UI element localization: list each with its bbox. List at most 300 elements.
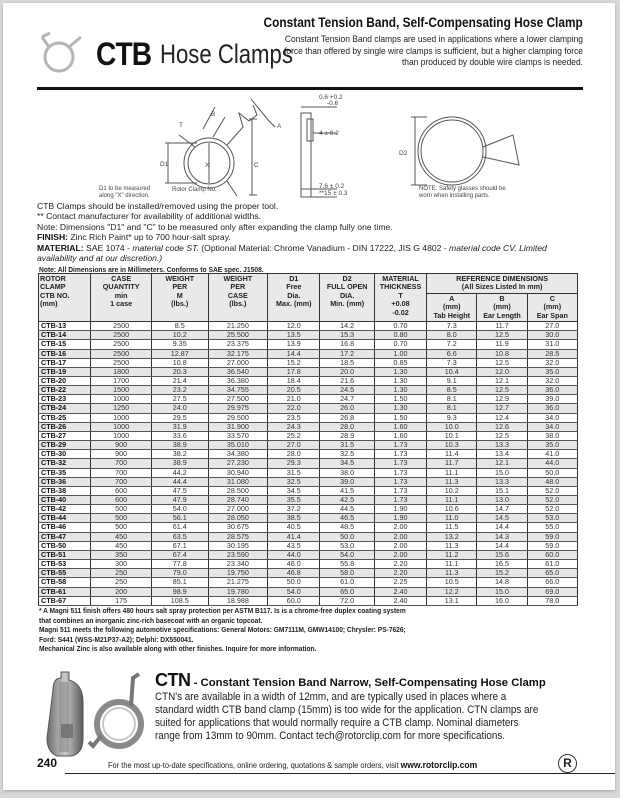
table-cell: 44.0 xyxy=(527,459,577,468)
table-cell: 35.010 xyxy=(208,441,268,450)
table-cell: 16.8 xyxy=(320,340,374,349)
table-cell: 23.5 xyxy=(268,413,320,422)
table-cell: 46.5 xyxy=(320,514,374,523)
table-cell: 65.0 xyxy=(527,569,577,578)
table-cell: 1.30 xyxy=(374,404,426,413)
table-cell: 38.0 xyxy=(527,431,577,440)
table-cell: 10.1 xyxy=(427,431,477,440)
table-cell: 33.570 xyxy=(208,431,268,440)
table-cell: 58.0 xyxy=(320,569,374,578)
table-cell: 1.90 xyxy=(374,514,426,523)
col-weight-per-m: WEIGHT PER M (lbs.) xyxy=(152,274,209,322)
clamp-number-cell: CTB-16 xyxy=(39,349,91,358)
table-cell: 36.380 xyxy=(208,376,268,385)
table-cell: 77.8 xyxy=(152,560,209,569)
table-cell: 1.73 xyxy=(374,496,426,505)
spec-table-body xyxy=(39,322,578,606)
table-cell: 19.750 xyxy=(208,569,268,578)
table-cell: 11.1 xyxy=(427,560,477,569)
table-cell: 1.30 xyxy=(374,386,426,395)
table-cell: 1.73 xyxy=(374,468,426,477)
table-cell: 2.40 xyxy=(374,587,426,596)
table-cell: 31.5 xyxy=(268,468,320,477)
clamp-number-cell: CTB-29 xyxy=(39,441,91,450)
clamp-number-cell: CTB-58 xyxy=(39,578,91,587)
table-cell: 54.0 xyxy=(268,587,320,596)
caption-clamp-no: Rotor Clamp No. xyxy=(172,187,217,193)
table-cell: 0.70 xyxy=(374,322,426,331)
table-cell: 6.6 xyxy=(427,349,477,358)
table-cell: 2500 xyxy=(91,331,152,340)
col-d2: D2 FULL OPEN DIA. Min. (mm) xyxy=(320,274,374,322)
clamp-number-cell: CTB-40 xyxy=(39,496,91,505)
page-title: Hose Clamps xyxy=(160,39,293,69)
table-cell: 1.30 xyxy=(374,367,426,376)
table-cell: 52.0 xyxy=(527,505,577,514)
material-optional: (Optional Material: Chrome Vanadium - DIN 17222, JIS G 4802 - xyxy=(198,242,450,253)
clamp-number-cell: CTB-55 xyxy=(39,569,91,578)
table-cell: 1000 xyxy=(91,413,152,422)
table-cell: 28.0 xyxy=(320,422,374,431)
table-cell: 11.0 xyxy=(427,514,477,523)
table-cell: 14.2 xyxy=(320,322,374,331)
table-cell: 55.8 xyxy=(320,560,374,569)
table-cell: 10.3 xyxy=(427,441,477,450)
col-a: A (mm) Tab Height xyxy=(427,293,477,321)
table-cell: 31.5 xyxy=(320,441,374,450)
table-row xyxy=(39,523,578,532)
table-cell: 9.1 xyxy=(427,376,477,385)
table-cell: 700 xyxy=(91,477,152,486)
label-d2: D2 xyxy=(399,150,408,157)
table-cell: 900 xyxy=(91,450,152,459)
label-thickness-tol2: -0.6 xyxy=(327,100,339,107)
clamp-number-cell: CTB-17 xyxy=(39,358,91,367)
clamp-number-cell: CTB-46 xyxy=(39,523,91,532)
table-cell: 46.8 xyxy=(268,569,320,578)
table-cell: 12.5 xyxy=(477,386,527,395)
table-cell: 20.5 xyxy=(268,386,320,395)
table-cell: 14.7 xyxy=(477,505,527,514)
table-cell: 38.5 xyxy=(268,514,320,523)
table-row xyxy=(39,477,578,486)
table-cell: 15.6 xyxy=(477,550,527,559)
table-cell: 24.7 xyxy=(320,395,374,404)
table-cell: 1.60 xyxy=(374,431,426,440)
caption-d1-measure: D1 to be measured xyxy=(99,186,151,192)
col-weight-per-case: WEIGHT PER CASE (lbs.) xyxy=(208,274,268,322)
clamp-number-cell: CTB-26 xyxy=(39,422,91,431)
table-cell: 40.5 xyxy=(268,523,320,532)
table-cell: 2.00 xyxy=(374,541,426,550)
finish-label: FINISH: xyxy=(37,232,69,243)
table-cell: 30.675 xyxy=(208,523,268,532)
footnote-1: * A Magni 511 finish offers 480 hours salt spray protection per ASTM B117. Is is a chrome-free duplex coating system xyxy=(39,606,406,615)
table-cell: 2.40 xyxy=(374,596,426,605)
table-cell: 47.5 xyxy=(152,486,209,495)
table-cell: 48.5 xyxy=(320,523,374,532)
col-group-reference: REFERENCE DIMENSIONS (All Sizes Listed In mm) xyxy=(427,274,578,294)
table-cell: 38.9 xyxy=(152,459,209,468)
clamp-number-cell: CTB-14 xyxy=(39,331,91,340)
table-row xyxy=(39,596,578,605)
table-cell: 34.755 xyxy=(208,386,268,395)
table-cell: 12.5 xyxy=(477,431,527,440)
table-cell: 200 xyxy=(91,587,152,596)
table-cell: 29.5 xyxy=(152,413,209,422)
table-cell: 1250 xyxy=(91,404,152,413)
table-row xyxy=(39,578,578,587)
footer-text xyxy=(108,760,477,771)
table-cell: 12.6 xyxy=(477,422,527,431)
table-cell: 59.0 xyxy=(527,541,577,550)
clamp-number-cell: CTB-30 xyxy=(39,450,91,459)
table-cell: 15.0 xyxy=(477,587,527,596)
table-cell: 12.0 xyxy=(477,367,527,376)
table-cell: 61.0 xyxy=(320,578,374,587)
table-cell: 38.0 xyxy=(320,468,374,477)
col-thickness: MATERIAL THICKNESS T +0.08 -0.02 xyxy=(374,274,426,322)
col-d1: D1 Free Dia. Max. (mm) xyxy=(268,274,320,322)
table-cell: 39.0 xyxy=(320,477,374,486)
table-cell: 12.5 xyxy=(477,358,527,367)
table-cell: 15.2 xyxy=(268,358,320,367)
table-cell: 42.5 xyxy=(320,496,374,505)
table-row xyxy=(39,587,578,596)
table-cell: 1800 xyxy=(91,367,152,376)
table-cell: 12.4 xyxy=(477,413,527,422)
table-cell: 48.0 xyxy=(527,477,577,486)
table-cell: 20.0 xyxy=(320,367,374,376)
table-cell: 16.5 xyxy=(477,560,527,569)
table-cell: 12.2 xyxy=(427,587,477,596)
table-cell: 1000 xyxy=(91,395,152,404)
clamp-number-cell: CTB-13 xyxy=(39,322,91,331)
table-cell: 29.3 xyxy=(268,459,320,468)
note-material xyxy=(37,243,587,264)
table-cell: 27.0 xyxy=(268,441,320,450)
table-cell: 19.780 xyxy=(208,587,268,596)
table-cell: 10.8 xyxy=(477,349,527,358)
table-cell: 22.0 xyxy=(268,404,320,413)
table-cell: 55.0 xyxy=(527,523,577,532)
table-cell: 17.2 xyxy=(320,349,374,358)
ctn-title: - Constant Tension Band Narrow, Self-Compensating Hose Clamp xyxy=(190,677,546,689)
table-cell: 28.050 xyxy=(208,514,268,523)
table-cell: 1000 xyxy=(91,422,152,431)
table-cell: 50.0 xyxy=(527,468,577,477)
table-row xyxy=(39,468,578,477)
table-cell: 47.9 xyxy=(152,496,209,505)
clamp-number-cell: CTB-23 xyxy=(39,395,91,404)
table-cell: 50.0 xyxy=(320,532,374,541)
table-cell: 14.8 xyxy=(477,578,527,587)
table-cell: 7.3 xyxy=(427,358,477,367)
table-cell: 11.2 xyxy=(427,550,477,559)
footnote-3: Magni 511 meets the following automotive specifications: General Motors: GM7111M, GMW14100; Chrysler: PS-7626; xyxy=(39,625,406,635)
table-cell: 63.5 xyxy=(152,532,209,541)
brand-mark: CTB xyxy=(96,36,152,72)
table-cell: 900 xyxy=(91,441,152,450)
table-cell: 450 xyxy=(91,532,152,541)
table-cell: 175 xyxy=(91,596,152,605)
finish-text: Zinc Rich Paint* up to 700 hour-salt spray. xyxy=(68,232,231,243)
table-cell: 14.3 xyxy=(477,532,527,541)
table-cell: 108.5 xyxy=(152,596,209,605)
clamp-technical-diagram xyxy=(37,91,583,203)
table-cell: 50.0 xyxy=(268,578,320,587)
table-cell: 12.87 xyxy=(152,349,209,358)
clamp-number-cell: CTB-19 xyxy=(39,367,91,376)
table-cell: 9.35 xyxy=(152,340,209,349)
label-c: C xyxy=(254,162,259,169)
table-cell: 79.0 xyxy=(152,569,209,578)
table-cell: 32.0 xyxy=(527,376,577,385)
clamp-number-cell: CTB-22 xyxy=(39,386,91,395)
caption-d1-direction: along "X" direction. xyxy=(99,193,150,199)
table-cell: 54.0 xyxy=(320,550,374,559)
table-cell: 13.2 xyxy=(427,532,477,541)
table-cell: 35.5 xyxy=(268,496,320,505)
table-cell: 18.4 xyxy=(268,376,320,385)
table-cell: 12.1 xyxy=(477,459,527,468)
table-cell: 500 xyxy=(91,505,152,514)
table-cell: 12.9 xyxy=(477,395,527,404)
table-cell: 14.4 xyxy=(268,349,320,358)
label-thickness-tol: 0.6 +0.2 xyxy=(319,94,343,101)
table-cell: 98.9 xyxy=(152,587,209,596)
caption-safety-note-2: worn when installing parts. xyxy=(419,193,490,199)
table-row xyxy=(39,349,578,358)
table-cell: 12.5 xyxy=(477,331,527,340)
table-cell: 25.500 xyxy=(208,331,268,340)
table-cell: 500 xyxy=(91,523,152,532)
table-cell: 500 xyxy=(91,514,152,523)
table-cell: 7.3 xyxy=(427,322,477,331)
table-cell: 38.2 xyxy=(152,450,209,459)
table-cell: 1000 xyxy=(91,431,152,440)
table-cell: 24.5 xyxy=(320,386,374,395)
table-cell: 34.5 xyxy=(268,486,320,495)
table-row xyxy=(39,340,578,349)
table-cell: 30.195 xyxy=(208,541,268,550)
table-row xyxy=(39,413,578,422)
label-tab: 7.6 ± 0.2 xyxy=(319,183,345,190)
table-cell: 1.50 xyxy=(374,395,426,404)
table-cell: 17.8 xyxy=(268,367,320,376)
label-slot: 4 ± 0.2 xyxy=(319,130,339,137)
clamp-number-cell: CTB-27 xyxy=(39,431,91,440)
table-cell: 67.1 xyxy=(152,541,209,550)
table-cell: 8.1 xyxy=(427,395,477,404)
table-cell: 52.0 xyxy=(527,486,577,495)
note-tool: CTB Clamps should be installed/removed using the proper tool. xyxy=(37,201,279,211)
table-cell: 35.0 xyxy=(527,441,577,450)
table-cell: 10.8 xyxy=(152,358,209,367)
clamp-number-cell: CTB-24 xyxy=(39,404,91,413)
table-cell: 14.4 xyxy=(477,523,527,532)
table-cell: 36.0 xyxy=(527,386,577,395)
table-cell: 10.5 xyxy=(427,578,477,587)
footer-divider xyxy=(65,773,615,774)
caption-safety-note: NOTE: Safety glasses should be xyxy=(419,186,506,192)
table-cell: 23.375 xyxy=(208,340,268,349)
clamp-number-cell: CTB-38 xyxy=(39,486,91,495)
table-cell: 32.175 xyxy=(208,349,268,358)
table-cell: 27.0 xyxy=(527,322,577,331)
table-cell: 13.3 xyxy=(477,441,527,450)
table-cell: 11.5 xyxy=(427,523,477,532)
table-cell: 1.60 xyxy=(374,422,426,431)
table-cell: 61.0 xyxy=(527,560,577,569)
table-cell: 34.5 xyxy=(320,459,374,468)
table-cell: 28.740 xyxy=(208,496,268,505)
table-cell: 14.4 xyxy=(477,541,527,550)
table-cell: 37.2 xyxy=(268,505,320,514)
clamp-number-cell: CTB-44 xyxy=(39,514,91,523)
table-cell: 11.3 xyxy=(427,477,477,486)
table-cell: 29.975 xyxy=(208,404,268,413)
table-cell: 2.00 xyxy=(374,550,426,559)
table-cell: 53.0 xyxy=(527,514,577,523)
table-cell: 1.73 xyxy=(374,450,426,459)
label-a: A xyxy=(277,123,282,130)
hose-clamp-logo-icon xyxy=(39,25,89,75)
table-cell: 61.4 xyxy=(152,523,209,532)
table-cell: 1.73 xyxy=(374,459,426,468)
table-cell: 14.5 xyxy=(477,514,527,523)
table-cell: 28.500 xyxy=(208,486,268,495)
ctn-clamp-photo xyxy=(43,668,155,760)
table-cell: 18.988 xyxy=(208,596,268,605)
clamp-number-cell: CTB-67 xyxy=(39,596,91,605)
table-cell: 44.5 xyxy=(320,505,374,514)
table-cell: 13.4 xyxy=(477,450,527,459)
footer-message: For the most up-to-date specifications, online ordering, quotations & sample orders, visit xyxy=(108,760,401,770)
table-cell: 2.25 xyxy=(374,578,426,587)
clamp-number-cell: CTB-32 xyxy=(39,459,91,468)
finish-footnotes xyxy=(39,606,471,654)
clamp-number-cell: CTB-20 xyxy=(39,376,91,385)
table-cell: 11.4 xyxy=(427,450,477,459)
table-cell: 10.2 xyxy=(427,486,477,495)
table-cell: 39.0 xyxy=(527,395,577,404)
table-cell: 13.5 xyxy=(268,331,320,340)
table-cell: 28.9 xyxy=(320,431,374,440)
table-cell: 69.0 xyxy=(527,587,577,596)
table-cell: 60.0 xyxy=(268,596,320,605)
table-cell: 12.1 xyxy=(477,376,527,385)
table-cell: 27.500 xyxy=(208,395,268,404)
label-width: **15 ± 0.3 xyxy=(319,190,348,197)
table-cell: 700 xyxy=(91,459,152,468)
table-cell: 2.20 xyxy=(374,560,426,569)
clamp-number-cell: CTB-36 xyxy=(39,477,91,486)
table-cell: 2.00 xyxy=(374,532,426,541)
table-cell: 41.4 xyxy=(268,532,320,541)
table-cell: 34.0 xyxy=(527,413,577,422)
clamp-number-cell: CTB-50 xyxy=(39,541,91,550)
table-cell: 18.5 xyxy=(320,358,374,367)
website-link[interactable]: www.rotorclip.com xyxy=(400,760,478,771)
table-cell: 30.940 xyxy=(208,468,268,477)
table-cell: 85.1 xyxy=(152,578,209,587)
footnote-4: Ford: S441 (WSS-M21P37-A2); Delphi: DX550041. xyxy=(39,634,194,644)
table-cell: 13.3 xyxy=(477,477,527,486)
table-cell: 350 xyxy=(91,550,152,559)
table-cell: 600 xyxy=(91,496,152,505)
table-cell: 2.20 xyxy=(374,569,426,578)
header-divider xyxy=(37,87,583,90)
clamp-number-cell: CTB-51 xyxy=(39,550,91,559)
table-cell: 15.1 xyxy=(477,486,527,495)
ctn-code: CTN xyxy=(155,670,191,690)
clamp-number-cell: CTB-47 xyxy=(39,532,91,541)
table-cell: 28.575 xyxy=(208,532,268,541)
label-b: B xyxy=(211,111,216,118)
table-cell: 1700 xyxy=(91,376,152,385)
table-cell: 8.5 xyxy=(152,322,209,331)
product-heading: Constant Tension Band, Self-Compensating Hose Clamp xyxy=(263,15,583,30)
table-cell: 32.5 xyxy=(268,477,320,486)
page-number: 240 xyxy=(37,756,58,770)
table-cell: 2.00 xyxy=(374,523,426,532)
table-cell: 65.0 xyxy=(320,587,374,596)
table-cell: 36.0 xyxy=(527,404,577,413)
table-cell: 23.590 xyxy=(208,550,268,559)
label-t: T xyxy=(179,122,183,129)
table-cell: 25.2 xyxy=(268,431,320,440)
table-cell: 44.4 xyxy=(152,477,209,486)
clamp-number-cell: CTB-25 xyxy=(39,413,91,422)
table-cell: 700 xyxy=(91,468,152,477)
spec-notes xyxy=(37,201,587,263)
table-cell: 26.0 xyxy=(320,404,374,413)
table-cell: 32.5 xyxy=(320,450,374,459)
table-cell: 24.3 xyxy=(268,422,320,431)
table-cell: 46.0 xyxy=(268,560,320,569)
col-b: B (mm) Ear Length xyxy=(477,293,527,321)
table-cell: 8.0 xyxy=(427,331,477,340)
table-cell: 11.7 xyxy=(477,322,527,331)
table-cell: 2500 xyxy=(91,349,152,358)
table-cell: 250 xyxy=(91,578,152,587)
table-cell: 0.70 xyxy=(374,340,426,349)
table-cell: 27.5 xyxy=(152,395,209,404)
table-cell: 2500 xyxy=(91,322,152,331)
table-cell: 38.9 xyxy=(152,441,209,450)
note-widths: ** Contact manufacturer for availability of additional widths. xyxy=(37,211,262,222)
table-cell: 60.0 xyxy=(527,550,577,559)
table-cell: 12.0 xyxy=(268,322,320,331)
table-cell: 31.9 xyxy=(152,422,209,431)
table-cell: 9.3 xyxy=(427,413,477,422)
table-cell: 29.500 xyxy=(208,413,268,422)
table-cell: 54.0 xyxy=(152,505,209,514)
table-cell: 0.80 xyxy=(374,331,426,340)
table-cell: 11.1 xyxy=(427,468,477,477)
table-cell: 23.2 xyxy=(152,386,209,395)
table-cell: 35.0 xyxy=(527,367,577,376)
table-cell: 66.0 xyxy=(527,578,577,587)
table-cell: 21.0 xyxy=(268,395,320,404)
table-row xyxy=(39,358,578,367)
table-cell: 1.90 xyxy=(374,505,426,514)
table-cell: 1.00 xyxy=(374,349,426,358)
table-cell: 15.3 xyxy=(320,331,374,340)
table-cell: 13.1 xyxy=(427,596,477,605)
table-cell: 21.4 xyxy=(152,376,209,385)
